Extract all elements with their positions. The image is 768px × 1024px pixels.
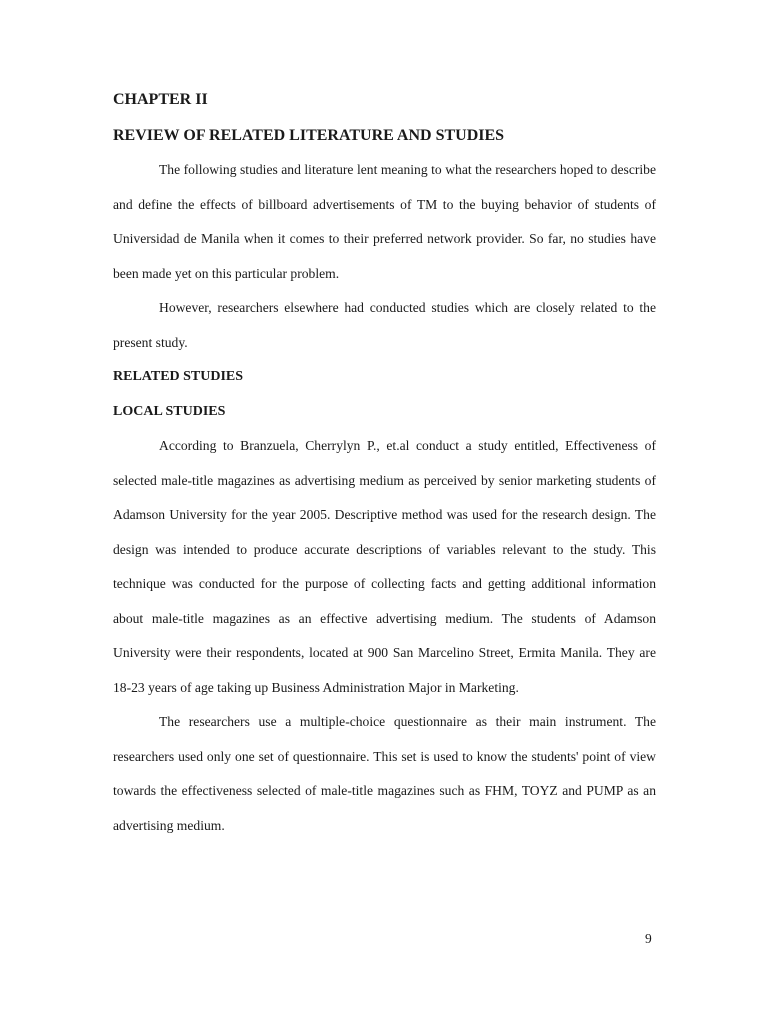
page-content [113,88,656,843]
local-study-paragraph-1: According to Branzuela, Cherrylyn P., et.al conduct a study entitled, Effectiveness of selected male-title magazines as advertising medium as perceived by senior marketing students of Adamson University for the year 2005. Descriptive method was used for the research design. The design was intended to produce accurate descriptions of variables relevant to the study. This technique was conducted for the purpose of collecting facts and getting additional information about male-title magazines as an effective advertising medium. The students of Adamson University were their respondents, located at 900 San Marcelino Street, Ermita Manila. They are 18-23 years of age taking up Business Administration Major in Marketing. [113,438,656,695]
intro-paragraph-2: However, researchers elsewhere had conducted studies which are closely related to the present study. [113,300,656,350]
chapter-label: CHAPTER II [113,91,208,108]
local-study-paragraph-2: The researchers use a multiple-choice questionnaire as their main instrument. The researchers used only one set of questionnaire. This set is used to know the students' point of view towards the effectiveness selected of male-title magazines such as FHM, TOYZ and PUMP as an advertising medium. [113,714,656,833]
page-number: 9 [645,931,652,946]
chapter-title: REVIEW OF RELATED LITERATURE AND STUDIES [113,127,505,144]
intro-paragraph-1: The following studies and literature lent meaning to what the researchers hoped to describe and define the effects of billboard advertisements of TM to the buying behavior of students of Universidad de Manila when it comes to their preferred network provider. So far, no studies have been made yet on this particular problem. [113,162,656,281]
section-heading-related-studies: RELATED STUDIES [113,369,244,384]
subsection-heading-local-studies: LOCAL STUDIES [113,403,226,419]
